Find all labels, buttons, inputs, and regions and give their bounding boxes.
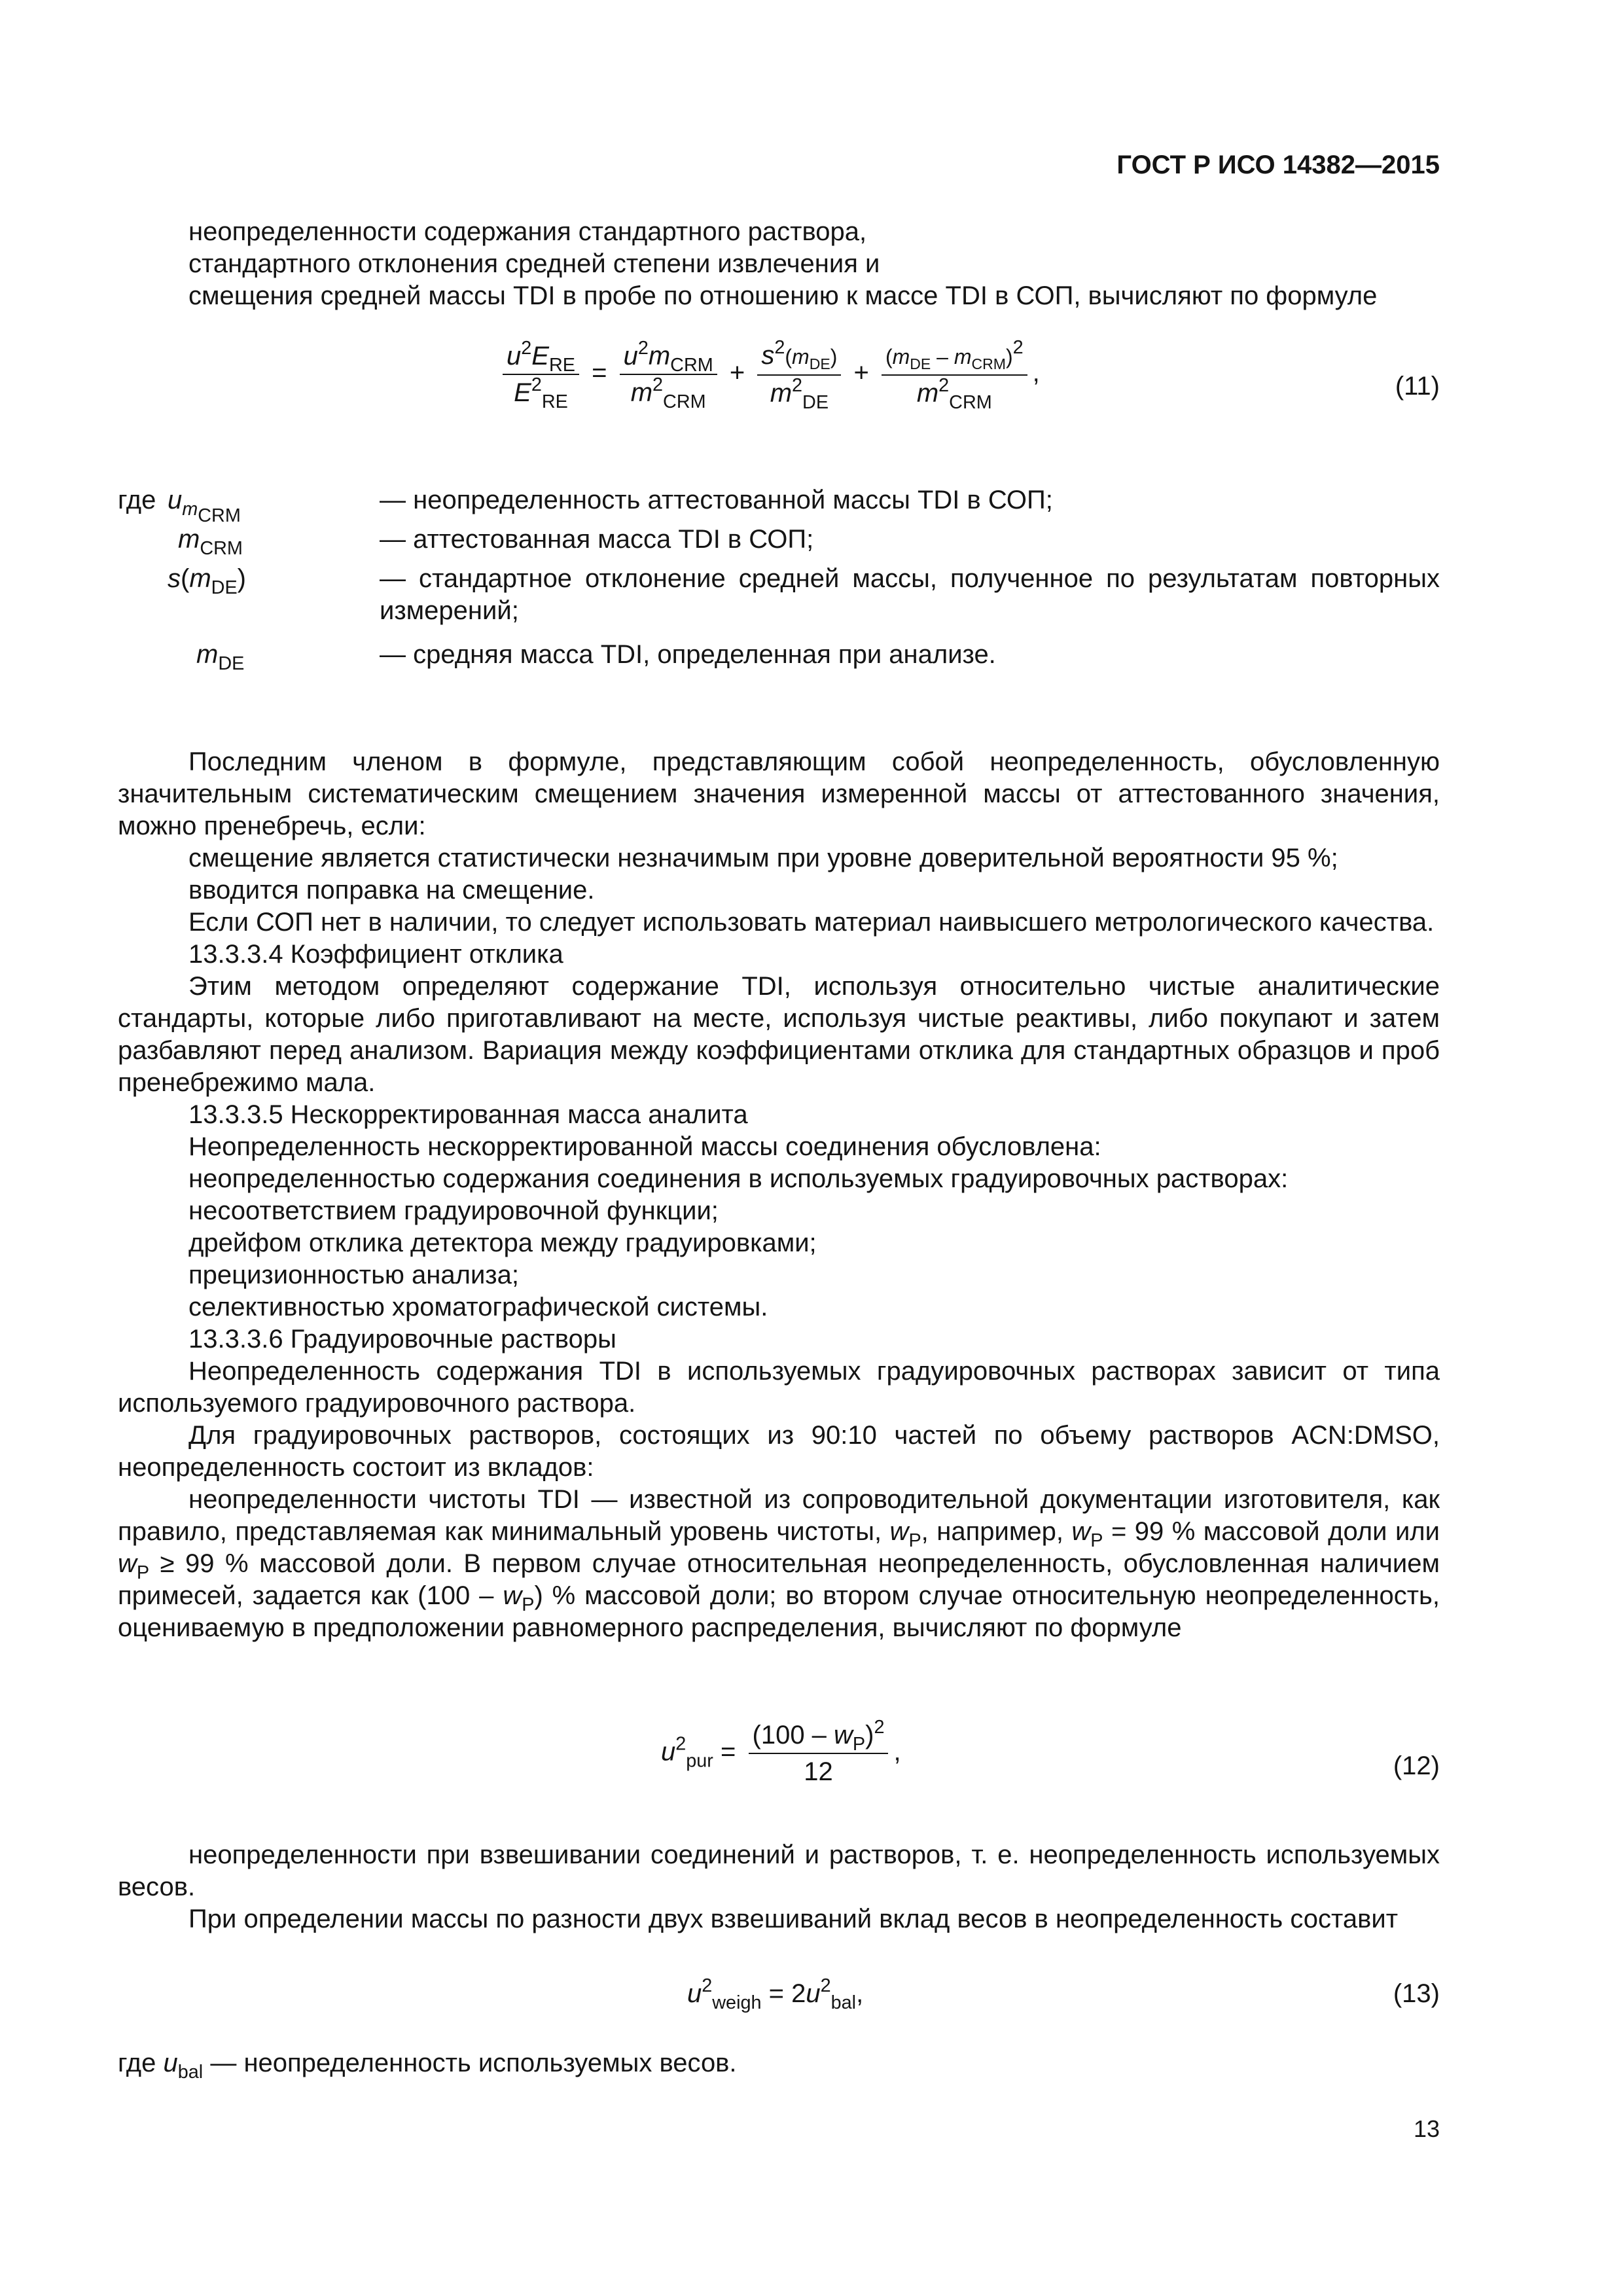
where-word: где — [118, 2049, 156, 2077]
list-item: неопределенностью содержания соединения в используемых градуировочных растворах: — [188, 1164, 1289, 1193]
list-item: прецизионностью анализа; — [188, 1261, 519, 1289]
list-item: дрейфом отклика детектора между градуировками; — [188, 1229, 817, 1257]
intro-line: стандартного отклонения средней степени извлечения и — [188, 249, 880, 278]
formula-11-number: (11) — [1395, 372, 1440, 401]
definition-term: $s(m_{DE})$ — [168, 564, 246, 599]
definition-row — [118, 524, 1440, 563]
formula-11-term3: $\frac{(m_{DE} - m_{CRM})^2}{m^2_{CRM}}$ — [882, 340, 1027, 408]
formula-13-number: (13) — [1393, 1979, 1440, 2008]
definition-term: u — [163, 2049, 178, 2077]
paragraph: Для градуировочных растворов, состоящих из 90:10 частей по объему растворов ACN:DMSO, неопределенность состоит из вкладов: — [118, 1421, 1440, 1482]
definition-desc: — средняя масса TDI, определенная при анализе. — [380, 640, 996, 669]
paragraph: При определении массы по разности двух взвешиваний вклад весов в неопределенность составит — [188, 1905, 1399, 1933]
formula-11-term2: $\frac{s^2(m_{DE})}{m^2_{DE}}$ — [757, 340, 841, 408]
definition-row — [118, 639, 1440, 678]
final-definition — [118, 2047, 1440, 2083]
page-number: 13 — [1413, 2115, 1440, 2142]
paragraph: Этим методом определяют содержание TDI, используя относительно чистые аналитические стандарты, которые либо приготавливают на месте, используя чистые реактивы, либо покупают и затем разбавляют перед анализом. Вариация между коэффициентами отклика для стандартных образцов и проб пренебрежимо мала. — [118, 972, 1440, 1097]
list-item: вводится поправка на смещение. — [188, 876, 595, 905]
section-heading: 13.3.3.6 Градуировочные растворы — [188, 1325, 616, 1354]
formula-11-expression: $\frac{u^2E_{RE}}{E^2_{RE}}$ = $\frac{u^2m_{CRM}}{m^2_{CRM}}$ + $\frac{s^2(m_{DE})}{m^2_{DE}}$ + $\frac{(m_{DE} - m_{CRM})^2}{m^2_{CRM}}$ , — [497, 340, 1040, 408]
definition-term: $m_{DE}$ — [196, 640, 245, 675]
list-item: селективностью хроматографической системы. — [188, 1293, 768, 1321]
definition-desc: — неопределенность аттестованной массы TDI в СОП; — [380, 486, 1053, 514]
intro-block — [118, 216, 1440, 312]
definition-desc: — неопределенность используемых весов. — [210, 2049, 737, 2077]
section-heading: 13.3.3.5 Нескорректированная масса аналита — [188, 1100, 748, 1129]
definition-term: $u_{mCRM}$ — [168, 486, 241, 527]
definition-term: $m_{CRM}$ — [178, 525, 243, 560]
document-header: ГОСТ Р ИСО 14382—2015 — [1116, 151, 1440, 179]
definition-desc: — аттестованная масса TDI в СОП; — [380, 525, 814, 554]
definition-desc: — стандартное отклонение средней массы, полученное по результатам повторных измерений; — [380, 564, 1440, 625]
intro-line: смещения средней массы TDI в пробе по отношению к массе TDI в СОП, вычисляют по формуле — [188, 281, 1378, 310]
formula-12-expression: $u^2_{pur}$ = $\frac{(100 - w_P)^2}{12}$ , — [661, 1717, 901, 1786]
formula-12-fraction: $\frac{(100 - w_P)^2}{12}$ — [749, 1720, 889, 1787]
list-item: смещение является статистически незначимым при уровне доверительной вероятности 95 %; — [188, 844, 1338, 872]
paragraph-purity: неопределенности чистоты TDI — известной из сопроводительной документации изготовителя, как правило, представляемая как минимальный уровень чистоты, $w_P$, например, $w_P = 99$ % массовой доли или $w_P \ge 99$ % массовой доли. В первом случае относительная неопределенность, обусловленная наличием примесей, задается как $(100 - w_P)$ % массовой доли; во втором случае относительную неопределенность, оцениваемую в предположении равномерного распределения, вычисляют по формуле — [118, 1485, 1440, 1642]
formula-11-lhs: $\frac{u^2E_{RE}}{E^2_{RE}}$ — [503, 341, 579, 408]
formula-11-term1: $\frac{u^2m_{CRM}}{m^2_{CRM}}$ — [620, 341, 717, 408]
section-heading: 13.3.3.4 Коэффициент отклика — [188, 940, 563, 969]
paragraph: Неопределенность нескорректированной массы соединения обусловлена: — [188, 1132, 1101, 1161]
definitions-list — [118, 484, 1440, 678]
definition-row — [118, 563, 1440, 639]
paragraph: неопределенности при взвешивании соединений и растворов, т. е. неопределенность используемых весов. — [118, 1840, 1440, 1901]
intro-line: неопределенности содержания стандартного раствора, — [188, 217, 867, 246]
paragraph: Если СОП нет в наличии, то следует использовать материал наивысшего метрологического качества. — [188, 908, 1435, 937]
paragraph: Последним членом в формуле, представляющим собой неопределенность, обусловленную значительным систематическим смещением значения измеренной массы от аттестованного значения, можно пренебречь, если: — [118, 747, 1440, 840]
weighing-text — [118, 1839, 1440, 1935]
paragraph: Неопределенность содержания TDI в используемых градуировочных растворах зависит от типа используемого градуировочного раствора. — [118, 1357, 1440, 1418]
formula-13-expression: $u^2_{weigh} = 2u^2_{bal}$, — [687, 1975, 864, 2014]
where-word: где — [118, 486, 156, 514]
main-text — [118, 746, 1440, 1644]
definition-row — [118, 484, 1440, 527]
formula-12-number: (12) — [1393, 1751, 1440, 1780]
list-item: несоответствием градуировочной функции; — [188, 1196, 719, 1225]
definition-term-sub: bal — [177, 2062, 204, 2083]
